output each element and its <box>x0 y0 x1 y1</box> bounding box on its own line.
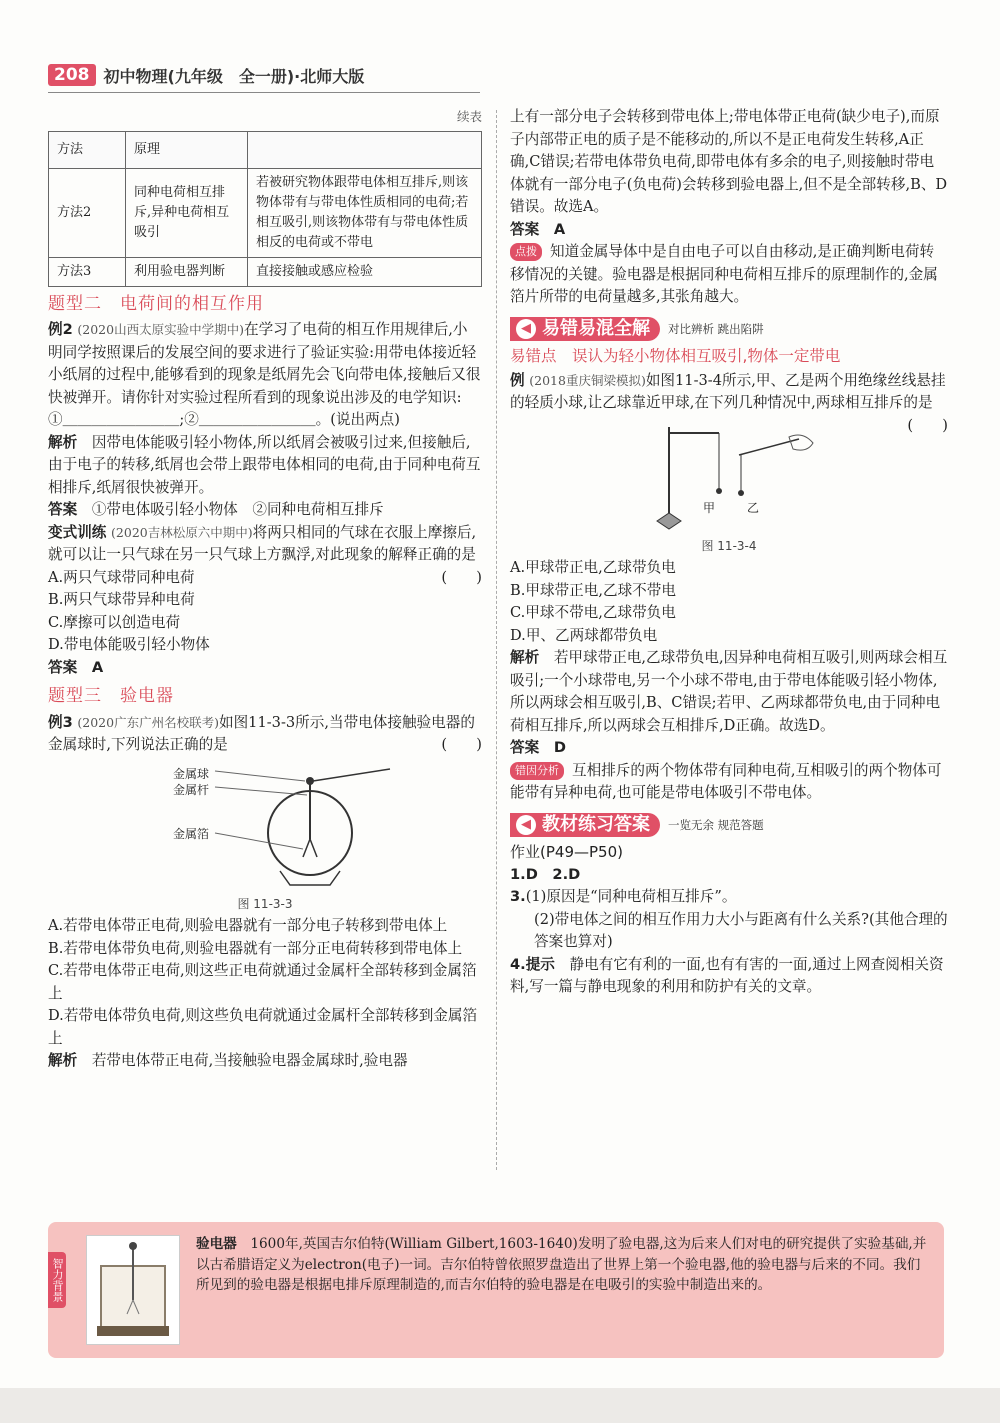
tip-text: 知道金属导体中是自由电子可以自由移动,是正确判断电荷转移情况的关键。验电器是根据同种电荷相互排斥的原理制作的,金属箔片所带的电荷量越多,其张角越大。 <box>510 243 938 305</box>
pendulum-figure <box>639 419 819 531</box>
answer-label: 答案 <box>48 501 78 518</box>
option-item: B.甲球带正电,乙球不带电 <box>510 581 676 599</box>
option-item: A.两只气球带同种电荷 <box>48 568 195 586</box>
left-column <box>48 106 482 1073</box>
option-item: C.若带电体带正电荷,则这些正电荷就通过金属杆全部转移到金属箔上 <box>48 962 477 1002</box>
page-header <box>48 62 364 88</box>
banner-pill <box>510 813 660 838</box>
variant-source: (2020吉林松原六中期中) <box>111 524 253 540</box>
pendulum-diagram <box>639 419 819 531</box>
variant-label: 变式训练 <box>48 523 107 541</box>
analysis-label: 解析 <box>48 433 78 451</box>
error-analysis <box>510 760 948 805</box>
banner-subtitle: 一览无余 规范答题 <box>668 817 764 832</box>
section-title-2: 题型二 电荷间的相互作用 <box>48 293 264 314</box>
hw-text-3a: (1)原因是“同种电荷相互排斥”。 <box>525 888 737 905</box>
speaker-icon: ◀ <box>516 815 536 835</box>
option-item: D.若带电体带负电荷,则这些负电荷就通过金属杆全部转移到金属箔上 <box>48 1007 478 1047</box>
answer-label: 答案 <box>510 220 540 238</box>
tip <box>510 241 948 309</box>
page-bottom-band <box>0 1388 1000 1423</box>
hw-answer-1: 1.D <box>510 865 538 883</box>
example-source: (2018重庆铜梁模拟) <box>529 372 646 388</box>
info-body: 1600年,英国吉尔伯特(William Gilbert,1603-1640)发明了验电器,这为后来人们对电的研究提供了实验基础,并以古希腊语定义为electron(电子)一词。吉尔伯特曾依照罗盘造出了世界上第一个验电器,他的验电器与后来的不同。我们所见到的验电器是根据电排斥原理制造的,而吉尔伯特的验电器是在电吸引的实验中制造出来的。 <box>196 1236 927 1293</box>
figure-caption: 图 11-3-4 <box>701 538 757 553</box>
electroscope-photo-drawing <box>87 1236 179 1344</box>
error-point-title: 易错点 误认为轻小物体相互吸引,物体一定带电 <box>510 347 841 365</box>
answer-label: 答案 <box>48 658 78 676</box>
table-row <box>49 257 482 286</box>
side-label: 智力背景 <box>48 1252 66 1308</box>
example-text: 如图11-3-3所示,当带电体接触验电器的金属球时,下列说法正确的是 <box>48 713 475 753</box>
banner-subtitle: 对比辨析 跳出陷阱 <box>668 321 764 336</box>
answer-paren: ( ) <box>441 736 482 753</box>
table-header: 方法 <box>49 131 126 168</box>
table-header: 原理 <box>126 131 248 168</box>
section-title-3: 题型三 验电器 <box>48 686 174 706</box>
figure-label-ball: 金属球 <box>173 766 210 781</box>
analysis-label: 解析 <box>510 649 540 666</box>
hw-text-4: 静电有它有利的一面,也有有害的一面,通过上网查阅相关资料,写一篇与静电现象的利用和防护有关的文章。 <box>510 955 944 995</box>
example-3 <box>48 712 482 757</box>
homework-title: 作业(P49—P50) <box>510 843 623 861</box>
option-item: B.两只气球带异种电荷 <box>48 591 195 608</box>
option-item: C.摩擦可以创造电荷 <box>48 613 181 631</box>
banner-title: 易错易混全解 <box>542 317 650 339</box>
background-info-text <box>196 1234 930 1296</box>
electroscope-figure <box>135 761 395 889</box>
option-item: D.带电体能吸引轻小物体 <box>48 636 210 653</box>
example-2-blanks: ①＿＿＿＿＿＿＿＿;②＿＿＿＿＿＿＿＿。(说出两点) <box>48 411 400 428</box>
example-text: 在学习了电荷的相互作用规律后,小明同学按照课后的发展空间的要求进行了验证实验:用带电体接近轻小纸屑的过程中,能够看到的现象是纸屑先会飞向带电体,接触后又很快被弹开。请你针对实验过程所看到的现象说出涉及的电学知识: <box>48 321 481 406</box>
banner-title: 教材练习答案 <box>542 813 650 835</box>
analysis-text: 若甲球带正电,乙球带负电,因异种电荷相互吸引,则两球会相互吸引;一个小球带电,另一个小球不带电,由于带电体能吸引轻小物体,所以两球会相互吸引,B、C错误;若甲、乙两球都带负电,由于同种电荷相互排斥,所以两球会互相排斥,D正确。故选D。 <box>510 649 948 734</box>
page-number: 208 <box>48 64 96 86</box>
table-cell: 若被研究物体跟带电体相互排斥,则该物体带有与带电体性质相同的电荷;若相互吸引,则该物体带有与带电体性质相反的电荷或不带电 <box>248 168 482 257</box>
answer-label: 答案 <box>510 739 540 756</box>
answer-text: D <box>553 739 566 756</box>
tip-tag: 点拨 <box>510 243 542 261</box>
hw-label-3: 3. <box>510 888 526 905</box>
table-cell: 直接接触或感应检验 <box>248 257 482 286</box>
book-title: 初中物理(九年级 全一册)·北师大版 <box>103 66 365 86</box>
homework-answer-3b: (2)带电体之间的相互作用力大小与距离有什么关系?(其他合理的答案也算对) <box>534 910 948 950</box>
variant-answer <box>48 657 482 680</box>
column-divider <box>496 110 497 1170</box>
answer-text: A <box>91 658 104 676</box>
example-source: (2020广东广州名校联考) <box>77 714 219 730</box>
example-3-answer <box>510 219 948 242</box>
methods-table <box>48 131 482 287</box>
figure-label-rod: 金属杆 <box>173 782 210 797</box>
table-cell: 方法2 <box>49 168 126 257</box>
example-analysis <box>510 647 948 737</box>
example-3-analysis <box>48 1050 482 1073</box>
example-text: 如图11-3-4所示,甲、乙是两个用绝缘丝线悬挂的轻质小球,让乙球靠近甲球,在下列几种情况中,两球相互排斥的是 <box>510 371 946 411</box>
banner-answers <box>510 813 948 838</box>
example-label: 例2 <box>48 321 73 338</box>
homework-answer-4 <box>510 954 948 999</box>
right-column <box>510 106 948 999</box>
table-cell: 同种电荷相互排斥,异种电荷相互吸引 <box>126 168 248 257</box>
option-item: B.若带电体带负电荷,则验电器就有一部分正电荷转移到带电体上 <box>48 939 463 957</box>
answer-paren: ( ) <box>441 568 482 586</box>
error-text: 互相排斥的两个物体带有同种电荷,互相吸引的两个物体可能带有异种电荷,也可能是带电体吸引不带电体。 <box>510 761 942 801</box>
example-answer <box>510 737 948 760</box>
speaker-icon: ◀ <box>516 319 536 339</box>
figure-caption: 图 11-3-3 <box>237 896 293 911</box>
continued-label: 续表 <box>456 109 482 124</box>
table-row <box>49 168 482 257</box>
example-2-analysis <box>48 432 482 500</box>
example-label: 例3 <box>48 713 73 731</box>
example-2-answer <box>48 499 482 522</box>
homework-answers-1-2 <box>510 864 948 887</box>
analysis-text: 因带电体能吸引轻小物体,所以纸屑会被吸引过来,但接触后,由于电子的转移,纸屑也会带上跟带电体相同的电荷,由于同种电荷互相排斥,纸屑很快被弹开。 <box>48 433 481 496</box>
analysis-label: 解析 <box>48 1052 78 1069</box>
hw-answer-2: 2.D <box>552 865 581 883</box>
table-header-row <box>49 131 482 168</box>
figure-label-foil: 金属箔 <box>173 826 210 841</box>
answer-text: ①带电体吸引轻小物体 ②同种电荷相互排斥 <box>91 501 384 518</box>
figure-label-yi: 乙 <box>747 500 760 515</box>
banner-pill <box>510 317 660 342</box>
answer-text: A <box>553 220 566 238</box>
example-source: (2020山西太原实验中学期中) <box>77 322 244 337</box>
table-cell: 方法3 <box>49 257 126 286</box>
answer-paren: ( ) <box>907 416 948 434</box>
option-item: A.若带电体带正电荷,则验电器就有一部分电子转移到带电体上 <box>48 917 448 934</box>
option-item: C.甲球不带电,乙球带负电 <box>510 604 676 621</box>
figure-label-jia: 甲 <box>703 500 716 515</box>
info-title: 验电器 <box>196 1236 237 1252</box>
hw-label-4: 4.提示 <box>510 955 555 973</box>
table-cell: 利用验电器判断 <box>126 257 248 286</box>
analysis-text: 若带电体带正电荷,当接触验电器金属球时,验电器 <box>91 1052 408 1069</box>
example-2 <box>48 319 482 409</box>
homework-answer-3a <box>510 886 948 909</box>
table-header <box>248 131 482 168</box>
option-item: A.甲球带正电,乙球带负电 <box>510 559 676 576</box>
banner-errors <box>510 317 948 342</box>
example <box>510 370 948 434</box>
error-tag: 错因分析 <box>510 762 564 780</box>
analysis-continued: 上有一部分电子会转移到带电体上;带电体带正电荷(缺少电子),而原子内部带正电的质子是不能移动的,所以不是正电荷发生转移,A正确,C错误;若带电体带负电荷,即带电体有多余的电子,则接触时带电体就有一部分电子(负电荷)会转移到验电器上,但不是全部转移,B、D错误。故选A。 <box>510 108 948 215</box>
electroscope-photo <box>86 1235 180 1345</box>
example-label: 例 <box>510 371 525 389</box>
variant-text: 将两只相同的气球在衣服上摩擦后,就可以让一只气球在另一只气球上方飘浮,对此现象的解释正确的是 <box>48 523 477 563</box>
header-rule <box>48 92 480 93</box>
option-item: D.甲、乙两球都带负电 <box>510 626 658 644</box>
